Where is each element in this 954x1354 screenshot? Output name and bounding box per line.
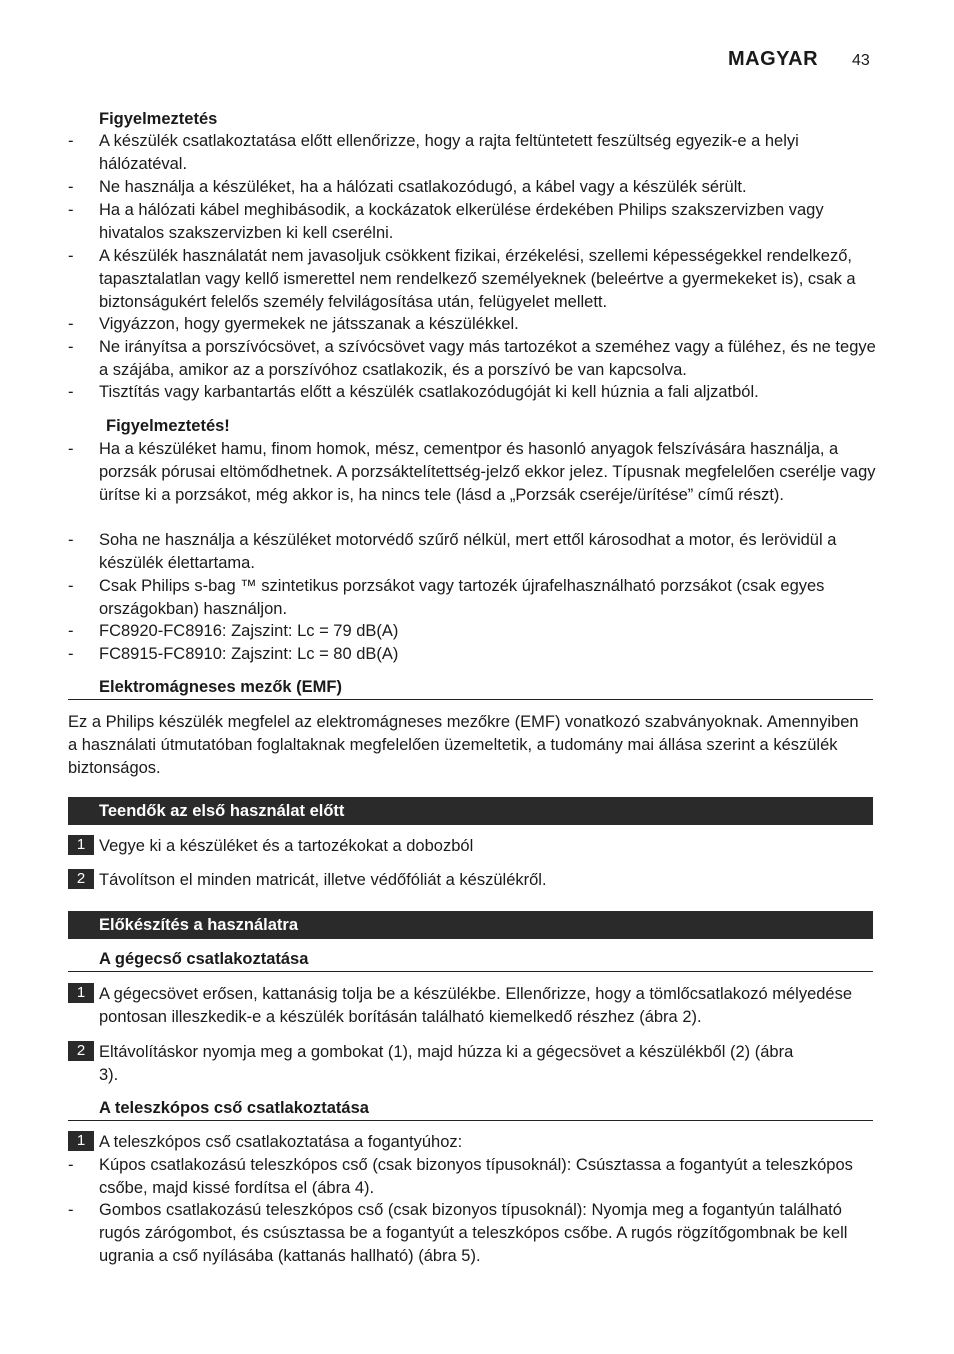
section-subheading — [68, 676, 873, 700]
list-item-text: Kúpos csatlakozású teleszkópos cső (csak bizonyos típusoknál): Csúsztassa a fogantyút a teleszkópos csőbe, majd kissé fordítsa el (ábra 4). — [99, 1156, 853, 1197]
step-text: Eltávolításkor nyomja meg a gombokat (1), majd húzza ki a gégecsövet a készülékből (2) (ábra 3). — [99, 1043, 794, 1084]
hose-heading: A gégecső csatlakoztatása — [99, 950, 309, 968]
list-item — [68, 529, 878, 575]
list-item — [68, 438, 878, 507]
step-text: A gégecsövet erősen, kattanásig tolja be a készülékbe. Ellenőrizze, hogy a tömlőcsatlakozó mélyedése pontosan illeszkedik-e a készülék borításán található kiemelkedő részhez (ábra 2). — [99, 985, 853, 1026]
bullet-dash: - — [68, 338, 74, 356]
first-use-heading: Teendők az első használat előtt — [99, 802, 345, 820]
list-item — [68, 336, 878, 382]
list-item-text: FC8915-FC8910: Zajszint: Lc = 80 dB(A) — [99, 645, 399, 663]
numbered-step — [68, 835, 873, 858]
list-item-text: Vigyázzon, hogy gyermekek ne játsszanak a készülékkel. — [99, 315, 519, 333]
preparation-heading: Előkészítés a használatra — [99, 916, 299, 934]
list-item-text: A készülék csatlakoztatása előtt ellenőrizze, hogy a rajta feltüntetett feszültség egyezik-e a helyi hálózatéval. — [99, 132, 799, 173]
bullet-dash: - — [68, 132, 74, 150]
numbered-step — [68, 869, 873, 892]
numbered-step — [68, 1131, 873, 1154]
numbered-step — [68, 983, 873, 1029]
bullet-dash: - — [68, 622, 74, 640]
bullet-dash: - — [68, 247, 74, 265]
numbered-step — [68, 1041, 808, 1087]
bullet-dash: - — [68, 315, 74, 333]
caution-title: Figyelmeztetés! — [106, 417, 230, 435]
list-item-text: Csak Philips s-bag ™ szintetikus porzsákot vagy tartozék újrafelhasználható porzsákot (csak egyes országokban) használjon. — [99, 577, 825, 618]
step-number: 2 — [68, 1041, 94, 1061]
bullet-dash: - — [68, 440, 74, 458]
list-item — [68, 176, 878, 199]
bullet-dash: - — [68, 531, 74, 549]
list-item-text: Ha a készüléket hamu, finom homok, mész, cementpor és hasonló anyagok felszívására használja, a porzsák pórusai eltömődhetnek. A porzsáktelítettség-jelző ekkor jelez. Típusnak megfelelően cserélje vagy ürítse ki a porzsákot, még akkor is, ha nincs tele (lásd a „Porzsák cseréje/ürítése” című részt). — [99, 440, 876, 504]
list-item-text: Ha a hálózati kábel meghibásodik, a kockázatok elkerülése érdekében Philips szakszervizben vagy hivatalos szakszervizben ki kell cserélni. — [99, 201, 824, 242]
section-heading-bar — [68, 911, 873, 939]
list-item — [68, 245, 878, 314]
page-language-label: MAGYAR — [728, 48, 819, 70]
bullet-dash: - — [68, 1201, 74, 1219]
bullet-dash: - — [68, 1156, 74, 1174]
list-item-text: Ne használja a készüléket, ha a hálózati csatlakozódugó, a kábel vagy a készülék sérült. — [99, 178, 747, 196]
tube-heading: A teleszkópos cső csatlakoztatása — [99, 1099, 369, 1117]
step-text: A teleszkópos cső csatlakoztatása a fogantyúhoz: — [99, 1133, 463, 1151]
list-item-text: Soha ne használja a készüléket motorvédő szűrő nélkül, mert ettől károsodhat a motor, és lerövidül a készülék élettartama. — [99, 531, 837, 572]
emf-heading: Elektromágneses mezők (EMF) — [99, 678, 342, 696]
list-item-text: Gombos csatlakozású teleszkópos cső (csak bizonyos típusoknál): Nyomja meg a fogantyún található rugós zárógombot, és csúsztassa be a fogantyút a teleszkópos csőbe. A rugós rögzítőgombnak be kell ugrania a cső nyílásába (kattanás hallható) (ábra 5). — [99, 1201, 848, 1265]
list-item — [68, 1154, 878, 1200]
list-item — [68, 199, 878, 245]
list-item — [68, 130, 878, 176]
list-item — [68, 620, 878, 643]
step-number: 1 — [68, 1131, 94, 1151]
step-text: Távolítson el minden matricát, illetve védőfóliát a készülékről. — [99, 871, 547, 889]
list-item-text: FC8920-FC8916: Zajszint: Lc = 79 dB(A) — [99, 622, 399, 640]
section-subheading — [68, 1097, 873, 1121]
list-item-text: Ne irányítsa a porszívócsövet, a szívócsövet vagy más tartozékot a szeméhez vagy a füléhez, és ne tegye a szájába, amikor az a porszívóhoz csatlakozik, és a porszívó be van kapcsolva. — [99, 338, 876, 379]
section-subheading — [68, 948, 873, 972]
emf-paragraph: Ez a Philips készülék megfelel az elektromágneses mezőkre (EMF) vonatkozó szabványoknak. Amennyiben a használati útmutatóban foglaltaknak megfelelően üzemeltetik, a tudomány mai állása szerint a készülék biztonságos. — [68, 713, 859, 777]
bullet-dash: - — [68, 383, 74, 401]
step-number: 1 — [68, 835, 94, 855]
step-number: 2 — [68, 869, 94, 889]
page-number: 43 — [852, 52, 870, 69]
section-heading-bar — [68, 797, 873, 825]
warning-title: Figyelmeztetés — [99, 110, 218, 128]
list-item — [68, 643, 878, 666]
list-item — [68, 313, 878, 336]
step-text: Vegye ki a készüléket és a tartozékokat a dobozból — [99, 837, 474, 855]
list-item — [68, 575, 878, 621]
bullet-dash: - — [68, 645, 74, 663]
list-item — [68, 381, 878, 404]
bullet-dash: - — [68, 178, 74, 196]
list-item-text: A készülék használatát nem javasoljuk csökkent fizikai, érzékelési, szellemi képességekkel rendelkező, tapasztalatlan vagy kellő ismerettel nem rendelkező személyeknek (beleértve a gyermekeket is), csak a biztonságukért felelős személy felvilágosítása után, felügyelet mellett. — [99, 247, 856, 311]
step-number: 1 — [68, 983, 94, 1003]
bullet-dash: - — [68, 201, 74, 219]
bullet-dash: - — [68, 577, 74, 595]
list-item-text: Tisztítás vagy karbantartás előtt a készülék csatlakozódugóját ki kell húznia a fali aljzatból. — [99, 383, 759, 401]
list-item — [68, 1199, 878, 1268]
